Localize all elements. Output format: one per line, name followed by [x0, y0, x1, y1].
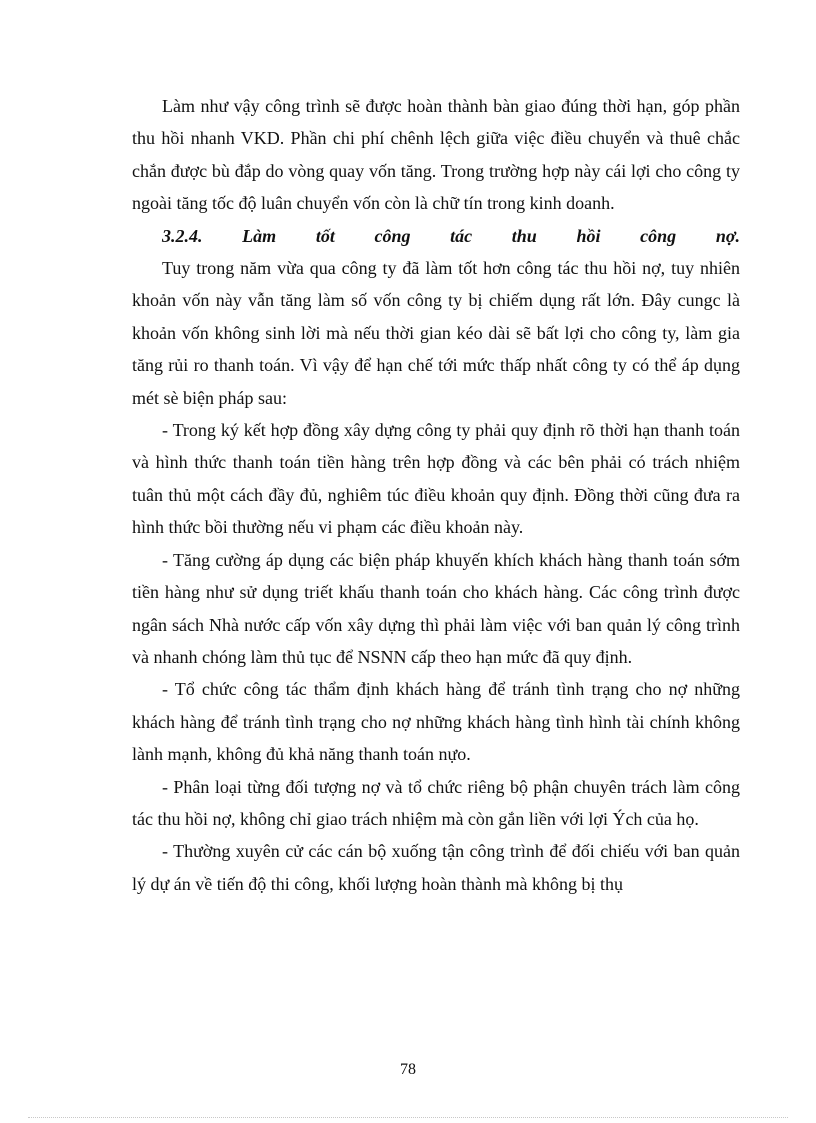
paragraph-debt-recovery-intro: Tuy trong năm vừa qua công ty đã làm tốt hơn công tác thu hồi nợ, tuy nhiên khoản vốn này vẫn tăng làm số vốn công ty bị chiếm dụng rất lớn. Đây cungc là khoản vốn không sinh lời mà nếu thời gian kéo dài sẽ bất lợi cho công ty, làm gia tăng rủi ro thanh toán. Vì vậy để hạn chế tới mức thấp nhất công ty có thể áp dụng mét sè biện pháp sau:: [132, 258, 740, 408]
bullet-customer-appraisal: - Tổ chức công tác thẩm định khách hàng để tránh tình trạng cho nợ những khách hàng để tránh tình trạng cho nợ những khách hàng tình hình tài chính không lành mạnh, không đủ khả năng thanh toán nựo.: [132, 679, 740, 765]
bullet-debt-classification: - Phân loại từng đối tượng nợ và tổ chức riêng bộ phận chuyên trách làm công tác thu hồi nợ, không chỉ giao trách nhiệm mà còn gắn liền với lợi Ých của họ.: [132, 776, 740, 829]
section-heading: 3.2.4. Làm tốt công tác thu hồi công nợ.: [162, 225, 740, 246]
bullet-payment-incentives: - Tăng cường áp dụng các biện pháp khuyến khích khách hàng thanh toán sớm tiền hàng như sử dụng triết khấu thanh toán cho khách hàng. Các công trình được ngân sách Nhà nước cấp vốn xây dựng thì phải làm việc với ban quản lý công trình và nhanh chóng làm thủ tục để NSNN cấp theo hạn mức đã quy định.: [132, 549, 740, 667]
page-number: 78: [400, 1061, 416, 1078]
bullet-site-visits: - Thường xuyên cử các cán bộ xuống tận công trình để đối chiếu với ban quản lý dự án về tiến độ thi công, khối lượng hoàn thành mà không bị thụ: [132, 841, 740, 894]
paragraph-timely-handover: Làm như vậy công trình sẽ được hoàn thành bàn giao đúng thời hạn, góp phần thu hồi nhanh VKD. Phần chi phí chênh lệch giữa việc điều chuyển và thuê chắc chắn được bù đắp do vòng quay vốn tăng. Trong trường hợp này cái lợi cho công ty ngoài tăng tốc độ luân chuyển vốn còn là chữ tín trong kinh doanh.: [132, 96, 740, 214]
body-text: [132, 90, 740, 900]
bottom-dotted-rule: [28, 1117, 788, 1118]
bullet-contract-terms: - Trong ký kết hợp đồng xây dựng công ty phải quy định rõ thời hạn thanh toán và hình thức thanh toán tiền hàng trên hợp đồng và các bên phải có trách nhiệm tuân thủ một cách đầy đủ, nghiêm túc điều khoản quy định. Đồng thời cũng đưa ra hình thức bồi thường nếu vi phạm các điều khoản này.: [132, 420, 740, 538]
